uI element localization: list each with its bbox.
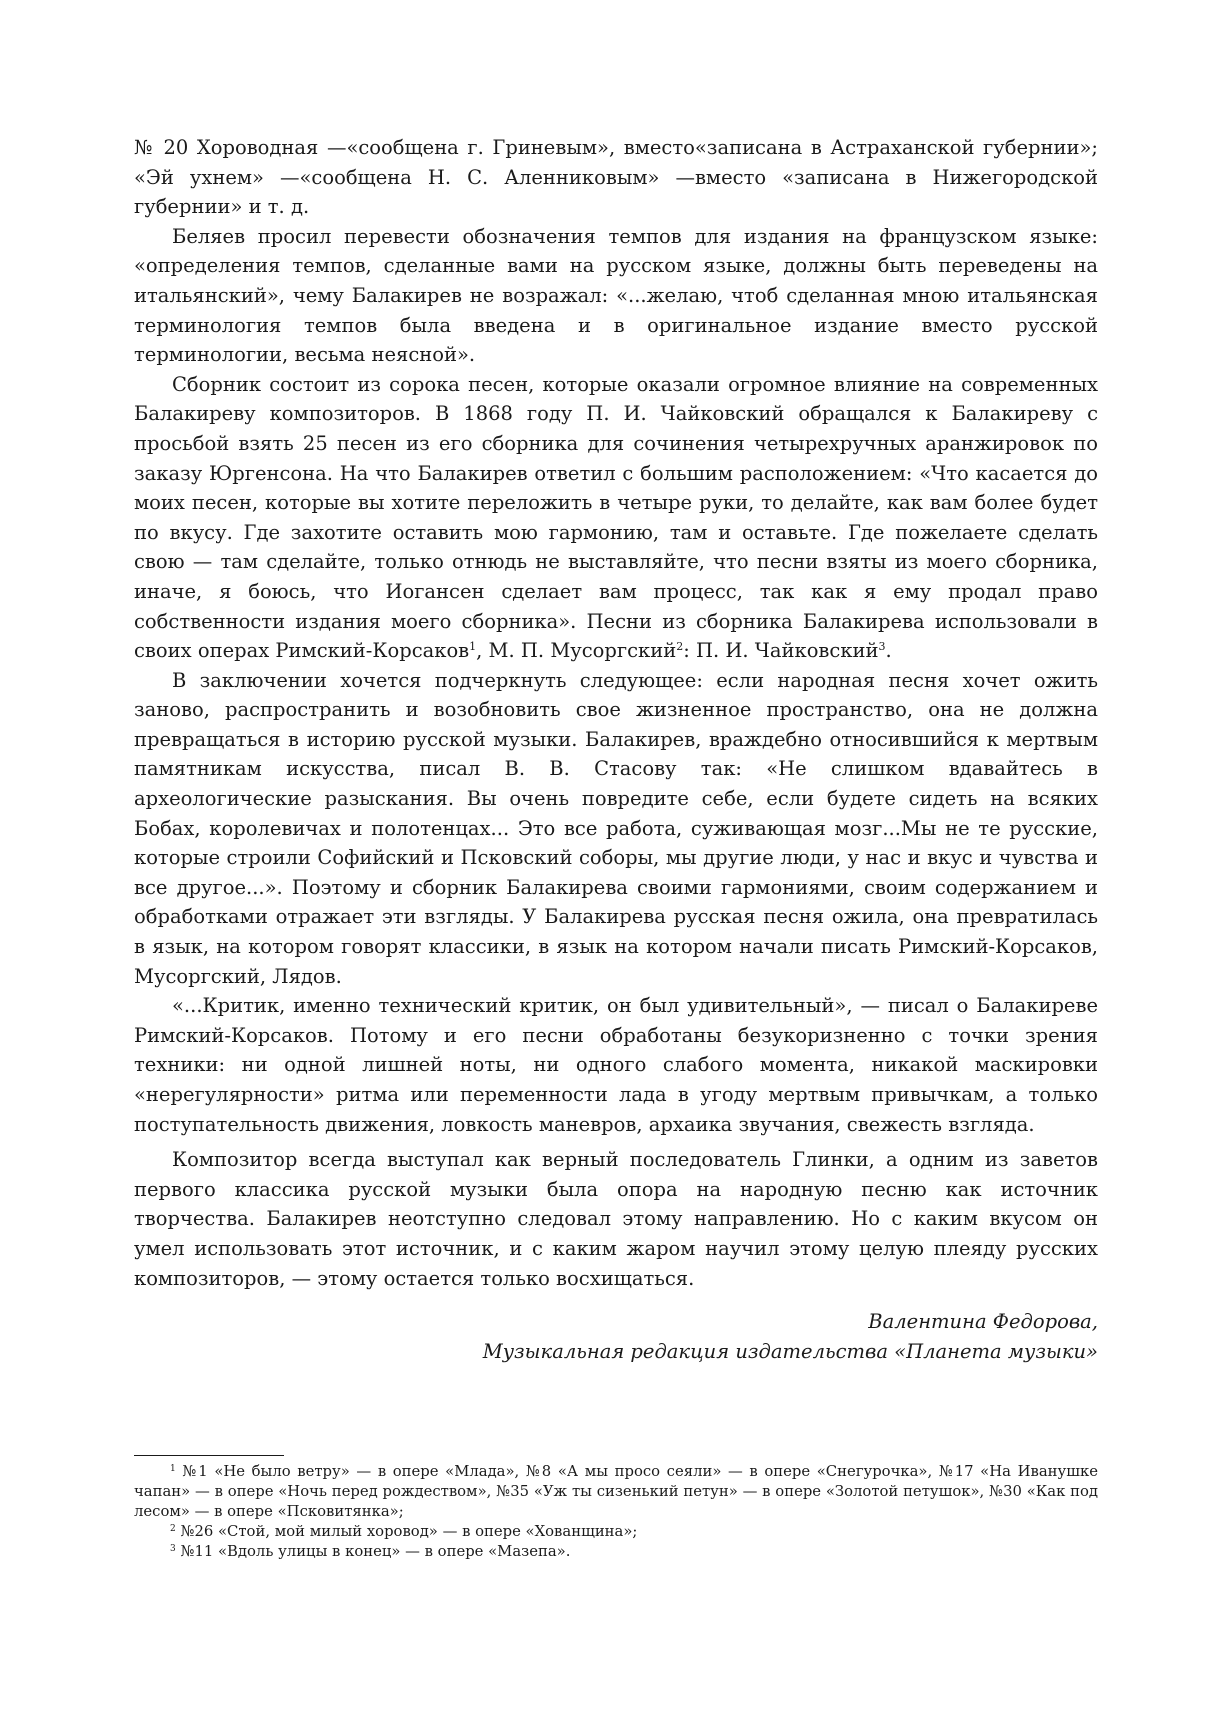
footnote-text: №11 «Вдоль улицы в конец» — в опере «Мазепа».: [180, 1543, 571, 1560]
footnote-reference[interactable]: 1: [469, 640, 477, 654]
author-name: Валентина Федорова,: [868, 1310, 1098, 1334]
paragraph: Композитор всегда выступал как верный последователь Глинки, а одним из заветов первого классика русской музыки была опора на народную песню как источник творчества. Балакирев неотступно следовал этому направлению. Но с каким вкусом он умел использовать этот источник, и с каким жаром научил этому целую плеяду русских композиторов, — этому остается только восхищаться.: [134, 1148, 1098, 1290]
paragraph: В заключении хочется подчеркнуть следующее: если народная песня хочет ожить заново, распространить и возобновить свое жизненное пространство, она не должна превращаться в историю русской музыки. Балакирев, враждебно относившийся к мертвым памятникам искусства, писал В. В. Стасову так: «Не слишком вдавайтесь в археологические разыскания. Вы очень повредите себе, если будете сидеть на всяких Бобах, королевичах и полотенцах... Это все работа, суживающая мозг...Мы не те русские, которые строили Софийский и Псковский соборы, мы другие люди, у нас и вкус и чувства и все другое...». Поэтому и сборник Балакирева своими гармониями, своим содержанием и обработками отражает эти взгляды. У Балакирева русская песня ожила, она превратилась в язык, на котором говорят классики, в язык на котором начали писать Римский-Корсаков, Мусоргский, Лядов.: [134, 668, 1098, 988]
footnotes: [134, 1455, 1098, 1562]
paragraph-text: : П. И. Чайковский: [683, 639, 879, 663]
paragraph-text: Сборник состоит из сорока песен, которые оказали огромное влияние на современных Балакиреву композиторов. В 1868 году П. И. Чайковский обращался к Балакиреву с просьбой взять 25 песен из его сборника для сочинения четырехручных аранжировок по заказу Юргенсона. На что Балакирев ответил с большим расположением: «Что касается до моих песен, которые вы хотите переложить в четыре руки, то делайте, как вам более будет по вкусу. Где захотите оставить мою гармонию, там и оставьте. Где пожелаете сделать свою — там сделайте, только отнюдь не выставляйте, что песни взяты из моего сборника, иначе, я боюсь, что Иогансен сделает вам процесс, так как я ему продал право собственности издания моего сборника». Песни из сборника Балакирева использовали в своих операх Римский-Корсаков: [134, 372, 1098, 663]
footnote-divider: [134, 1455, 284, 1456]
paragraph: № 20 Хороводная —«сообщена г. Гриневым», вместо«записана в Астраханской губернии»; «Эй ухнем» —«сообщена Н. С. Аленниковым» —вместо «записана в Нижегородской губернии» и т. д.: [134, 136, 1098, 219]
paragraph-text: , М. П. Мусоргский: [476, 639, 677, 663]
footnote: [134, 1542, 1098, 1562]
paragraph: [134, 370, 1098, 666]
footnote: [134, 1522, 1098, 1542]
footnote-reference[interactable]: 2: [676, 640, 684, 654]
paragraph-text: .: [885, 639, 892, 663]
footnote-reference[interactable]: 3: [878, 640, 886, 654]
author-affiliation: Музыкальная редакция издательства «Планета музыки»: [482, 1340, 1098, 1364]
paragraph: Беляев просил перевести обозначения темпов для издания на французском языке: «определения темпов, сделанные вами на русском языке, должны быть переведены на итальянский», чему Балакирев не возражал: «...желаю, чтоб сделанная мною итальянская терминология темпов была введена и в оригинальное издание вместо русской терминологии, весьма неясной».: [134, 224, 1098, 367]
footnote-marker: 1: [170, 1464, 176, 1474]
footnote-text: №26 «Стой, мой милый хоровод» — в опере «Хованщина»;: [180, 1523, 638, 1540]
page-content: [134, 133, 1098, 1367]
footnote-marker: 2: [170, 1524, 176, 1534]
footnote-text: №1 «Не было ветру» — в опере «Млада», №8 «А мы просо сеяли» — в опере «Снегурочка», №17 «На Иванушке чапан» — в опере «Ночь перед рождеством», №35 «Уж ты сизенький петун» — в опере «Золотой петушок», №30 «Как под лесом» — в опере «Псковитянка»;: [134, 1463, 1098, 1520]
footnote-marker: 3: [170, 1544, 176, 1554]
signature-block: [134, 1307, 1098, 1367]
footnote: [134, 1462, 1098, 1522]
paragraph: «...Критик, именно технический критик, он был удивительный», — писал о Балакиреве Римский-Корсаков. Потому и его песни обработаны безукоризненно с точки зрения техники: ни одной лишней ноты, ни одного слабого момента, никакой маскировки «нерегулярности» ритма или переменности лада в угоду мертвым привычкам, а только поступательность движения, ловкость маневров, архаика звучания, свежесть взгляда.: [134, 994, 1098, 1136]
article-body: [134, 133, 1098, 1293]
